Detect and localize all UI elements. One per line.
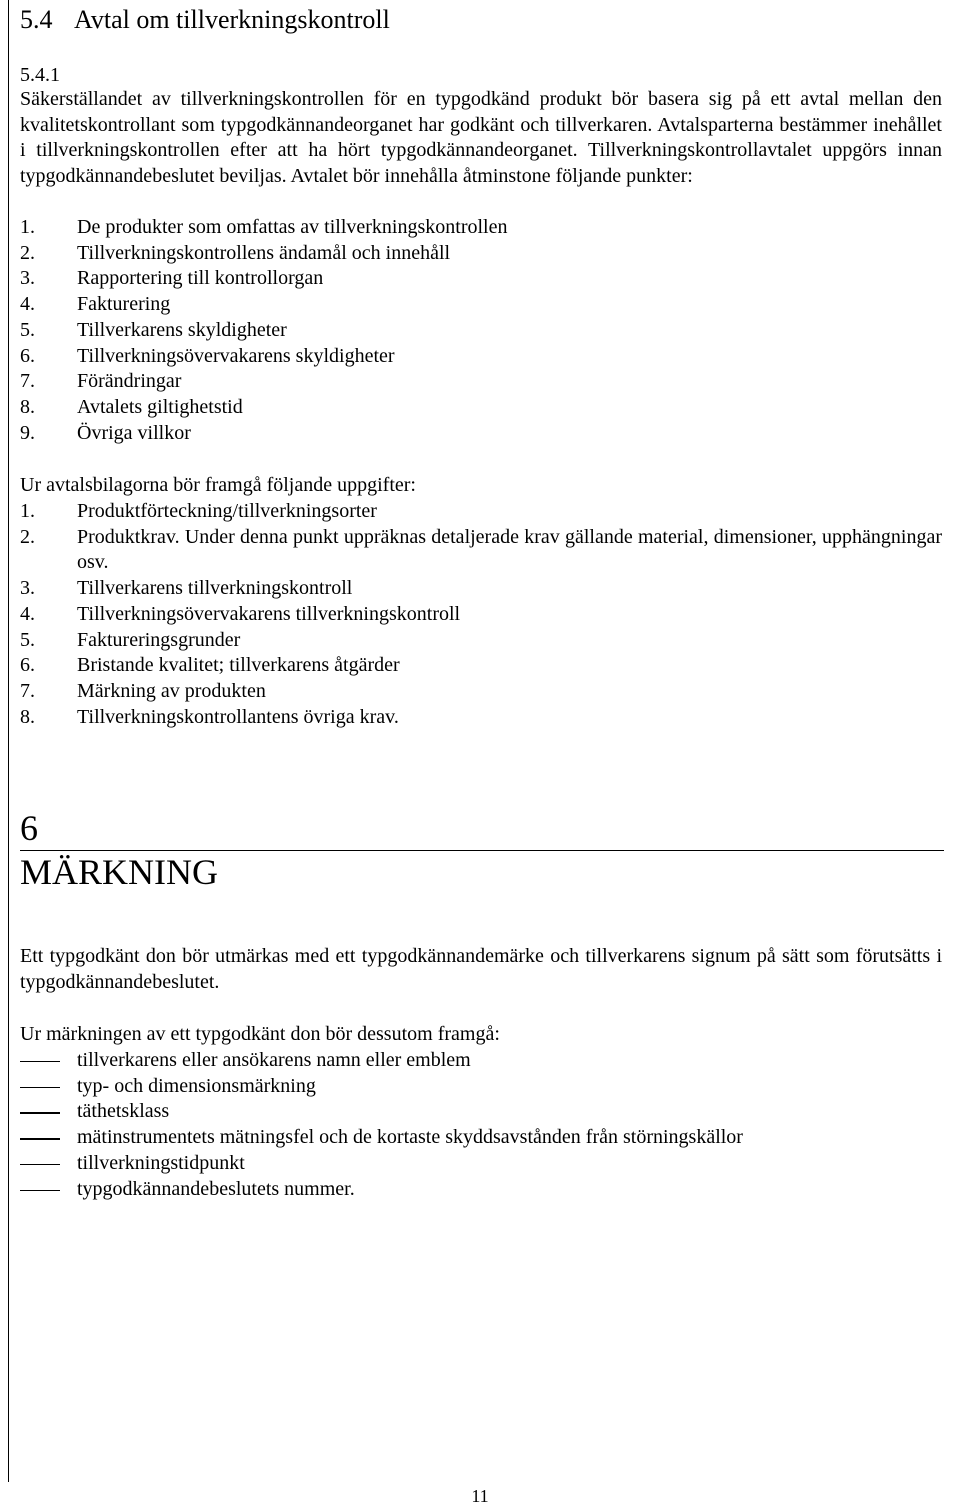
list-item-number: 5. bbox=[20, 318, 35, 341]
annex-intro: Ur avtalsbilagorna bör framgå följande uppgifter: bbox=[20, 474, 416, 496]
intro-paragraph: Säkerställandet av tillverkningskontrollen för en typgodkänd produkt bör basera sig på ett avtal mellan den kvalitetskontrollant som typgodkännandeorganet har godkänt och tillverkaren. Avtalsparterna bestämmer inehållet i tillverkningskontrollen efter att ha hört typgodkännandeorganet. Tillverkningskontrollavtalet uppgörs innan typgodkännandebeslutet beviljas. Avtalet bör innehålla åtminstone följande punkter: bbox=[20, 88, 942, 188]
list-item-text: Märkning av produkten bbox=[77, 679, 266, 702]
list-item bbox=[20, 241, 942, 267]
dash-bullet bbox=[20, 1177, 77, 1203]
list-item-number: 8. bbox=[20, 705, 35, 728]
list-item-number: 5. bbox=[20, 628, 35, 651]
list-item-text: Rapportering till kontrollorgan bbox=[77, 267, 324, 290]
marking-paragraph: Ett typgodkänt don bör utmärkas med ett typgodkännandemärke och tillverkarens signum på sätt som förutsätts i typgodkännandebeslutet. bbox=[20, 945, 942, 993]
list-item bbox=[20, 576, 942, 602]
list-item bbox=[20, 215, 942, 241]
list-item-number: 4. bbox=[20, 293, 35, 316]
list-item-number: 2. bbox=[20, 525, 35, 548]
list-item-text: Avtalets giltighetstid bbox=[77, 395, 243, 418]
list-item bbox=[20, 1125, 942, 1151]
marking-intro: Ur märkningen av ett typgodkänt don bör dessutom framgå: bbox=[20, 1023, 500, 1045]
list-item bbox=[20, 1074, 942, 1100]
list-item-number: 4. bbox=[20, 602, 35, 625]
list-item-number: 3. bbox=[20, 577, 35, 600]
list-item-number: 3. bbox=[20, 267, 35, 290]
left-margin-rule bbox=[8, 0, 9, 1482]
dash-bullet bbox=[20, 1151, 77, 1177]
list-item bbox=[20, 628, 942, 654]
list-item-number: 6. bbox=[20, 344, 35, 367]
chapter-title: MÄRKNING bbox=[20, 852, 218, 892]
list-item-number: 2. bbox=[20, 241, 35, 264]
subsection-number: 5.4.1 bbox=[20, 64, 60, 86]
list-item-number: 1. bbox=[20, 500, 35, 522]
dash-bullet bbox=[20, 1099, 77, 1125]
agreement-points-list bbox=[20, 215, 942, 446]
list-item bbox=[20, 395, 942, 421]
list-item-text: mätinstrumentets mätningsfel och de kortaste skyddsavstånden från störningskällor bbox=[77, 1126, 743, 1149]
list-item-text: tillverkarens eller ansökarens namn eller emblem bbox=[77, 1049, 471, 1071]
list-item-text: Tillverkarens skyldigheter bbox=[77, 318, 287, 341]
list-item bbox=[20, 679, 942, 705]
chapter-number: 6 bbox=[20, 808, 38, 848]
list-item bbox=[20, 292, 942, 318]
list-item-text: Bristande kvalitet; tillverkarens åtgärder bbox=[77, 654, 400, 677]
list-item bbox=[20, 705, 942, 731]
list-item bbox=[20, 369, 942, 395]
list-item bbox=[20, 499, 942, 525]
list-item-text: Faktureringsgrunder bbox=[77, 628, 241, 651]
list-item bbox=[20, 1048, 942, 1074]
annex-points-list bbox=[20, 499, 942, 730]
list-item-text: De produkter som omfattas av tillverkningskontrollen bbox=[77, 216, 508, 238]
list-item-text: Fakturering bbox=[77, 293, 171, 316]
list-item-number: 6. bbox=[20, 654, 35, 677]
list-item bbox=[20, 525, 942, 576]
list-item-text: Produktförteckning/tillverkningsorter bbox=[77, 500, 377, 522]
section-number: 5.4 bbox=[20, 5, 53, 34]
page-number: 11 bbox=[471, 1486, 489, 1506]
list-item-number: 1. bbox=[20, 216, 35, 238]
list-item-text: Tillverkarens tillverkningskontroll bbox=[77, 577, 353, 600]
list-item bbox=[20, 344, 942, 370]
list-item-text: Produktkrav. Under denna punkt uppräknas detaljerade krav gällande material, dimensioner, upphängningar osv. bbox=[77, 525, 942, 574]
list-item-number: 9. bbox=[20, 421, 35, 444]
list-item bbox=[20, 1099, 942, 1125]
list-item-number: 7. bbox=[20, 370, 35, 393]
list-item bbox=[20, 1151, 942, 1177]
list-item-text: täthetsklass bbox=[77, 1100, 170, 1123]
list-item-text: Tillverkningskontrollantens övriga krav. bbox=[77, 705, 399, 728]
list-item bbox=[20, 1177, 942, 1203]
list-item-number: 7. bbox=[20, 679, 35, 702]
list-item bbox=[20, 602, 942, 628]
list-item bbox=[20, 653, 942, 679]
dash-bullet bbox=[20, 1074, 77, 1100]
list-item-text: Tillverkningsövervakarens skyldigheter bbox=[77, 344, 395, 367]
section-title: Avtal om tillverkningskontroll bbox=[74, 5, 390, 34]
marking-items-list bbox=[20, 1048, 942, 1202]
list-item-text: Övriga villkor bbox=[77, 421, 191, 444]
list-item bbox=[20, 421, 942, 447]
list-item-text: Förändringar bbox=[77, 370, 182, 393]
list-item-text: tillverkningstidpunkt bbox=[77, 1151, 245, 1174]
list-item-text: Tillverkningsövervakarens tillverkningskontroll bbox=[77, 602, 461, 625]
list-item-text: Tillverkningskontrollens ändamål och innehåll bbox=[77, 241, 451, 264]
dash-bullet bbox=[20, 1048, 77, 1074]
list-item-text: typ- och dimensionsmärkning bbox=[77, 1074, 316, 1097]
dash-bullet bbox=[20, 1125, 77, 1151]
list-item-number: 8. bbox=[20, 395, 35, 418]
section-heading bbox=[20, 4, 390, 36]
list-item bbox=[20, 266, 942, 292]
list-item bbox=[20, 318, 942, 344]
list-item-text: typgodkännandebeslutets nummer. bbox=[77, 1177, 355, 1200]
